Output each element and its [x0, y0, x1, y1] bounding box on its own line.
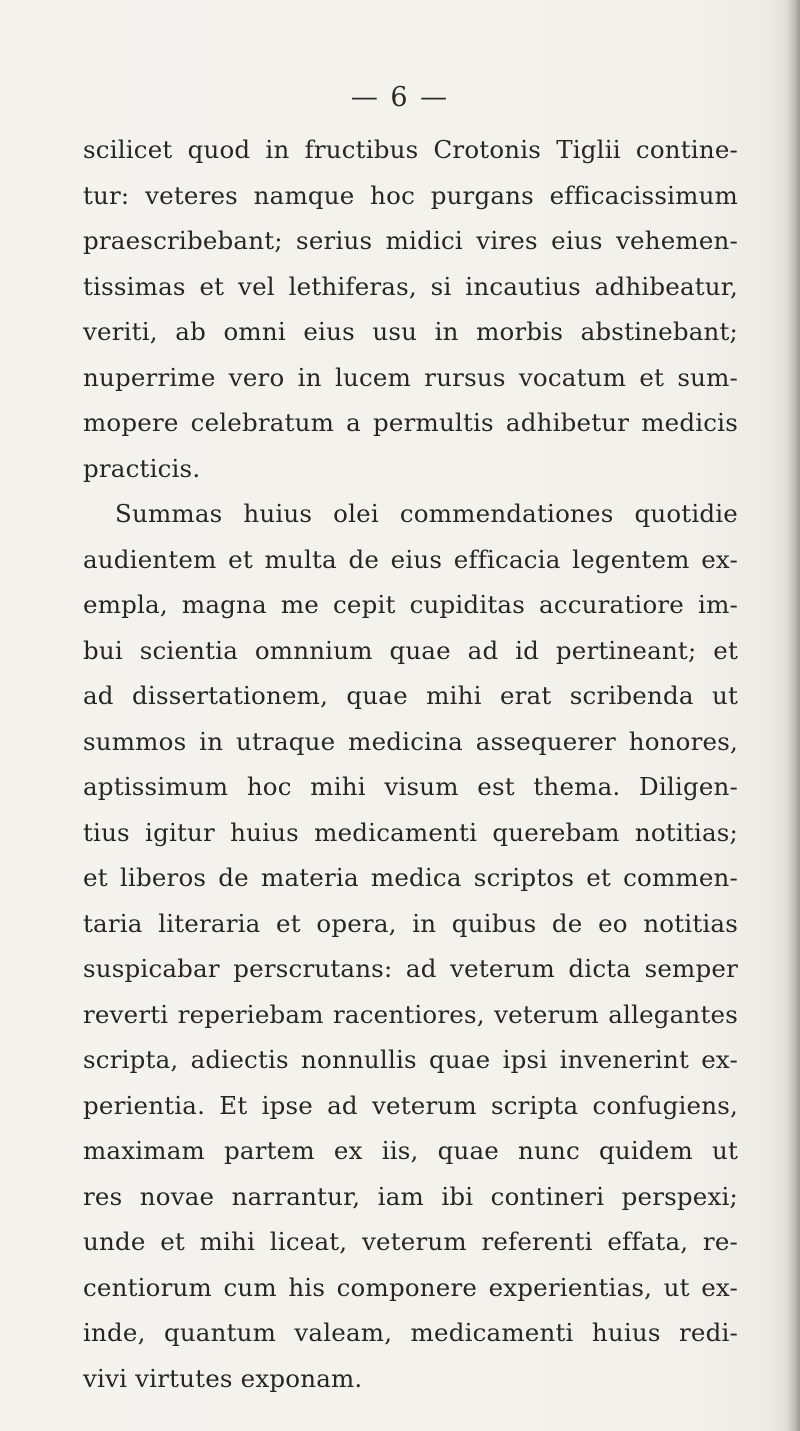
text-line: et liberos de materia medica scriptos et commen- — [83, 863, 738, 892]
text-line: centiorum cum his componere experientias, ut ex- — [83, 1272, 738, 1302]
page-edge-shadow — [786, 0, 800, 1431]
text-line: tissimas et vel lethiferas, si incautius adhibeatur, — [83, 271, 738, 301]
text-line: unde et mihi liceat, veterum referenti effata, re- — [83, 1227, 738, 1256]
text-line: inde, quantum valeam, medicamenti huius redi- — [83, 1318, 738, 1347]
text-line: reverti reperiebam racentiores, veterum allegantes — [83, 999, 738, 1029]
text-line: taria literaria et opera, in quibus de eo notitias — [83, 908, 738, 938]
text-line: scilicet quod in fructibus Crotonis Tiglii contine- — [83, 135, 738, 164]
text-line: audientem et multa de eius efficacia legentem ex- — [83, 544, 738, 574]
text-line: perientia. Et ipse ad veterum scripta confugiens, — [83, 1090, 738, 1120]
body-text — [83, 127, 738, 1401]
text-line: Summas huius olei commendationes quotidie — [115, 499, 738, 528]
text-line: practicis. — [83, 453, 201, 483]
text-line: nuperrime vero in lucem rursus vocatum et sum- — [83, 362, 738, 392]
text-line: praescribebant; serius midici vires eius vehemen- — [83, 226, 738, 255]
text-line: empla, magna me cepit cupiditas accuratiore im- — [83, 590, 738, 619]
text-line: suspicabar perscrutans: ad veterum dicta semper — [83, 954, 738, 983]
text-line: maximam partem ex iis, quae nunc quidem ut — [83, 1136, 738, 1165]
text-line: scripta, adiectis nonnullis quae ipsi invenerint ex- — [83, 1045, 738, 1074]
text-line: tius igitur huius medicamenti querebam notitias; — [83, 817, 738, 847]
text-line: ad dissertationem, quae mihi erat scribenda ut — [83, 681, 738, 710]
text-line: res novae narrantur, iam ibi contineri perspexi; — [83, 1181, 738, 1211]
text-line: veriti, ab omni eius usu in morbis abstinebant; — [83, 317, 738, 346]
text-line: mopere celebratum a permultis adhibetur medicis — [83, 408, 738, 437]
text-line: summos in utraque medicina assequerer honores, — [83, 726, 738, 756]
page-number: — 6 — — [350, 82, 450, 113]
text-line: vivi virtutes exponam. — [83, 1363, 363, 1393]
text-line: tur: veteres namque hoc purgans efficacissimum — [83, 180, 738, 210]
text-line: bui scientia omnnium quae ad id pertineant; et — [83, 635, 738, 665]
text-line: aptissimum hoc mihi visum est thema. Diligen- — [83, 772, 738, 801]
